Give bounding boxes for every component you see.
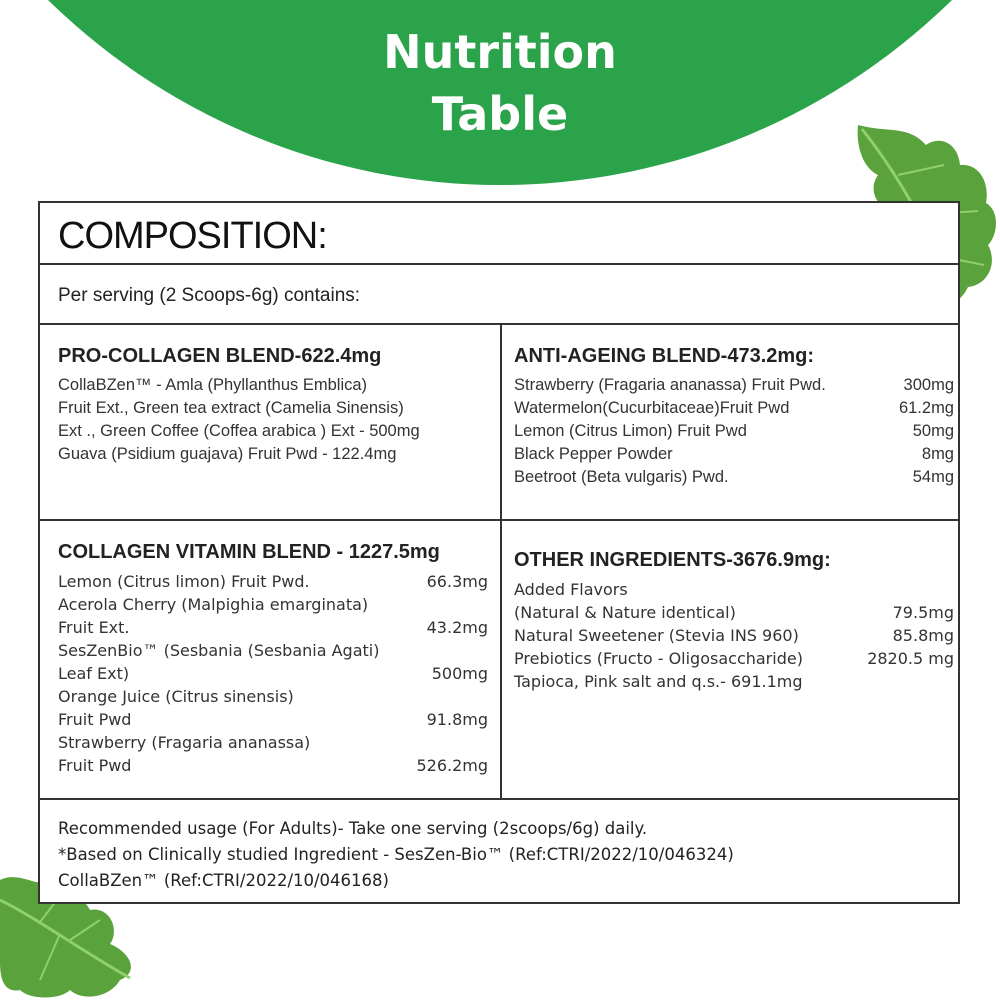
ingredient-row <box>514 601 954 624</box>
pro-collagen-line: Fruit Ext., Green tea extract (Camelia Sinensis) <box>58 399 404 417</box>
divider <box>40 323 958 325</box>
ingredient-row <box>514 578 954 601</box>
page-title-line1: Nutrition <box>383 25 617 79</box>
ingredient-row <box>58 731 488 754</box>
divider <box>40 798 958 800</box>
ingredient-row <box>58 593 488 616</box>
divider <box>500 519 958 521</box>
ingredient-row <box>514 466 954 489</box>
composition-title: COMPOSITION: <box>58 215 327 257</box>
ingredient-name: Fruit Pwd <box>58 756 132 775</box>
serving-info: Per serving (2 Scoops-6g) contains: <box>58 285 361 306</box>
ingredient-name: (Natural & Nature identical) <box>514 603 736 622</box>
ingredient-amount: 54mg <box>912 468 954 486</box>
anti-ageing-heading: ANTI-AGEING BLEND-473.2mg: <box>514 345 815 367</box>
ingredient-name: Beetroot (Beta vulgaris) Pwd. <box>514 468 729 486</box>
ingredient-amount: 50mg <box>912 422 954 440</box>
composition-table <box>38 201 960 904</box>
page-title-line2: Table <box>431 87 569 141</box>
pro-collagen-section <box>58 345 488 466</box>
ingredient-amount: 66.3mg <box>426 572 488 591</box>
footer-notes <box>58 816 734 894</box>
footer-line: *Based on Clinically studied Ingredient - SesZen-Bio™ (Ref:CTRI/2022/10/046324) <box>58 845 734 864</box>
divider <box>40 263 958 265</box>
other-ingredients-section <box>514 549 954 693</box>
ingredient-name: Tapioca, Pink salt and q.s.- 691.1mg <box>514 672 803 691</box>
ingredient-row <box>58 662 488 685</box>
ingredient-name: Strawberry (Fragaria ananassa) Fruit Pwd. <box>514 376 826 394</box>
ingredient-name: Fruit Pwd <box>58 710 132 729</box>
pro-collagen-line: Ext ., Green Coffee (Coffea arabica ) Ext - 500mg <box>58 422 420 440</box>
ingredient-name: SesZenBio™ (Sesbania (Sesbania Agati) <box>58 641 380 660</box>
ingredient-name: Fruit Ext. <box>58 618 130 637</box>
ingredient-row <box>514 397 954 420</box>
footer-line: CollaBZen™ (Ref:CTRI/2022/10/046168) <box>58 871 389 890</box>
ingredient-amount: 61.2mg <box>898 399 954 417</box>
ingredient-row <box>514 374 954 397</box>
ingredient-row <box>58 570 488 593</box>
ingredient-name: Natural Sweetener (Stevia INS 960) <box>514 626 799 645</box>
footer-line: Recommended usage (For Adults)- Take one serving (2scoops/6g) daily. <box>58 819 648 838</box>
ingredient-row <box>514 624 954 647</box>
collagen-vitamin-heading: COLLAGEN VITAMIN BLEND - 1227.5mg <box>58 541 440 563</box>
anti-ageing-section <box>514 345 954 489</box>
ingredient-name: Watermelon(Cucurbitaceae)Fruit Pwd <box>514 399 790 417</box>
ingredient-amount: 500mg <box>431 664 488 683</box>
ingredient-amount: 43.2mg <box>426 618 488 637</box>
ingredient-name: Added Flavors <box>514 580 628 599</box>
ingredient-name: Leaf Ext) <box>58 664 130 683</box>
ingredient-amount: 85.8mg <box>892 626 954 645</box>
ingredient-amount: 79.5mg <box>892 603 954 622</box>
ingredient-row <box>514 420 954 443</box>
ingredient-amount: 2820.5 mg <box>867 649 954 668</box>
ingredient-row <box>58 708 488 731</box>
ingredient-name: Lemon (Citrus Limon) Fruit Pwd <box>514 422 747 440</box>
ingredient-name: Acerola Cherry (Malpighia emarginata) <box>58 595 369 614</box>
ingredient-row <box>58 754 488 777</box>
ingredient-amount: 526.2mg <box>416 756 488 775</box>
ingredient-row <box>514 670 954 693</box>
ingredient-name: Black Pepper Powder <box>514 445 673 463</box>
ingredient-row <box>58 639 488 662</box>
divider <box>40 519 500 521</box>
ingredient-name: Lemon (Citrus limon) Fruit Pwd. <box>58 572 310 591</box>
pro-collagen-heading: PRO-COLLAGEN BLEND-622.4mg <box>58 345 382 367</box>
ingredient-amount: 300mg <box>903 376 954 394</box>
pro-collagen-lines <box>58 374 488 466</box>
ingredient-row <box>58 685 488 708</box>
ingredient-row <box>58 616 488 639</box>
ingredient-name: Strawberry (Fragaria ananassa) <box>58 733 311 752</box>
pro-collagen-line: CollaBZen™ - Amla (Phyllanthus Emblica) <box>58 376 368 394</box>
ingredient-row <box>514 647 954 670</box>
ingredient-amount: 8mg <box>921 445 954 463</box>
ingredient-row <box>514 443 954 466</box>
other-ingredients-heading: OTHER INGREDIENTS-3676.9mg: <box>514 549 831 571</box>
collagen-vitamin-section <box>58 541 488 777</box>
column-divider <box>500 323 502 798</box>
ingredient-name: Orange Juice (Citrus sinensis) <box>58 687 294 706</box>
ingredient-amount: 91.8mg <box>426 710 488 729</box>
pro-collagen-line: Guava (Psidium guajava) Fruit Pwd - 122.4mg <box>58 445 397 463</box>
ingredient-name: Prebiotics (Fructo - Oligosaccharide) <box>514 649 803 668</box>
